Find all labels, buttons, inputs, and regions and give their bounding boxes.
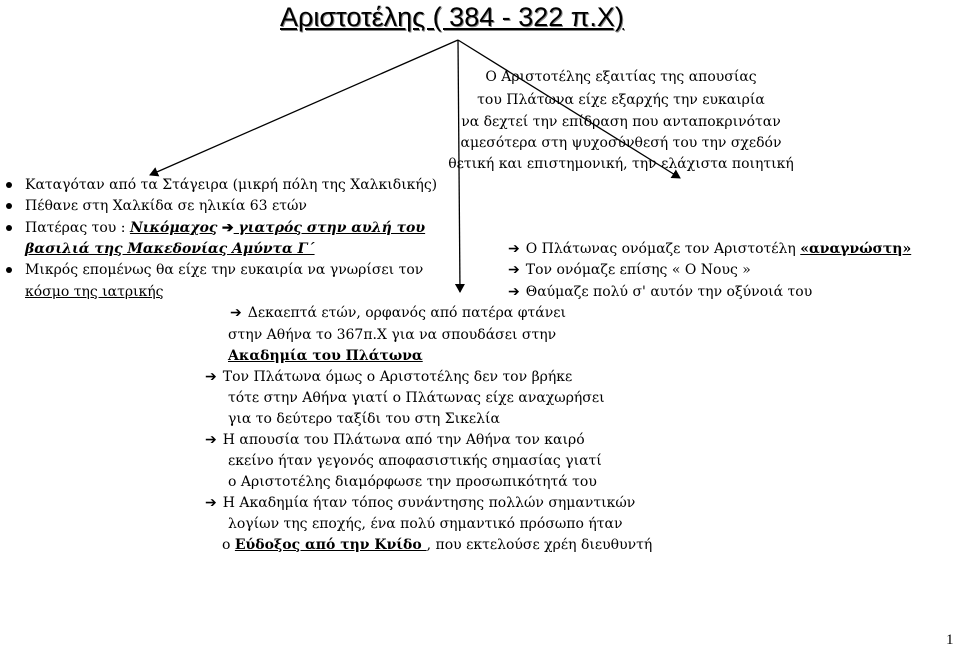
center-plato-absent: ➔ Τον Πλάτωνα όμως ο Αριστοτέλης δεν τον βρήκε xyxy=(205,366,572,388)
center-decisive: ➔ Η απουσία του Πλάτωνα από την Αθήνα τον καιρό xyxy=(205,429,585,451)
center-line: ο Αριστοτέλης διαμόρφωσε την προσωπικότητά του xyxy=(228,474,597,490)
right-item-admire: ➔ Θαύμαζε πολύ σ' αυτόν την οξύνοιά του xyxy=(508,281,812,303)
reader-word: «αναγνώστη» xyxy=(800,241,912,257)
arrow-icon: ➔ xyxy=(508,262,520,278)
arrow-icon: ➔ xyxy=(205,369,217,385)
center-line: στην Αθήνα το 367π.Χ για να σπουδάσει στην xyxy=(228,327,557,343)
center-orphan: ➔ Δεκαεπτά ετών, ορφανός από πατέρα φτάνει xyxy=(230,302,566,324)
center-line: για το δεύτερο ταξίδι του στη Σικελία xyxy=(228,411,500,427)
arrow-icon: ➔ xyxy=(230,305,242,321)
academy-link-text: Ακαδημία του Πλάτωνα xyxy=(228,348,423,364)
center-line: τότε στην Αθήνα γιατί ο Πλάτωνας είχε αναχωρήσει xyxy=(228,390,605,406)
bullet-death: Πέθανε στη Χαλκίδα σε ηλικία 63 ετών xyxy=(25,198,307,214)
right-top-line: του Πλάτωνα είχε εξαρχής την ευκαιρία xyxy=(477,92,765,108)
bullet-medicine-line2: κόσμο της ιατρικής xyxy=(25,284,164,300)
center-academy-meeting: ➔ Η Ακαδημία ήταν τόπος συνάντησης πολλών σημαντικών xyxy=(205,492,635,514)
right-item-nous: ➔ Τον ονόμαζε επίσης « Ο Νους » xyxy=(508,259,751,281)
bullet-medicine: Μικρός επομένως θα είχε την ευκαιρία να γνωρίσει τον xyxy=(25,262,424,278)
right-top-line: Ο Αριστοτέλης εξαιτίας της απουσίας xyxy=(485,69,757,85)
eudoxus-name: Εύδοξος από την Κνίδο xyxy=(234,537,427,553)
right-item-reader: ➔ Ο Πλάτωνας ονόμαζε τον Αριστοτέλη «αναγνώστη» xyxy=(508,238,911,260)
page-number: 1 xyxy=(946,632,954,648)
bullet-origin: Καταγόταν από τα Στάγειρα (μικρή πόλη της Χαλκιδικής) xyxy=(25,177,438,193)
bullet-dot xyxy=(6,267,12,273)
father-name: Νικόμαχος xyxy=(129,220,218,236)
bullet-father xyxy=(25,217,425,239)
bullet-dot xyxy=(6,225,12,231)
center-line: εκείνο ήταν γεγονός αποφασιστικής σημασίας γιατί xyxy=(228,453,602,469)
right-top-line: αμεσότερα στη ψυχοσύνθεσή του την σχεδόν xyxy=(460,135,782,151)
arrow-icon: ➔ xyxy=(221,220,234,236)
center-eudoxus: ο Εύδοξος από την Κνίδο , που εκτελούσε χρέη διευθυντή xyxy=(222,537,653,553)
right-top-line: θετική και επιστημονική, την ελάχιστα ποιητική xyxy=(448,156,794,172)
arrow-to-left-bullets xyxy=(150,40,458,175)
arrow-icon: ➔ xyxy=(205,495,217,511)
right-top-line: να δεχτεί την επίδραση που ανταποκρινόταν xyxy=(461,114,781,130)
father-role: γιατρός στην αυλή του xyxy=(233,220,426,236)
arrow-icon: ➔ xyxy=(205,432,217,448)
page-title: Αριστοτέλης ( 384 - 322 π.Χ) xyxy=(280,2,624,32)
bullet-father-line2: βασιλιά της Μακεδονίας Αμύντα Γ΄ xyxy=(25,241,315,257)
arrow-icon: ➔ xyxy=(508,241,520,257)
father-label: Πατέρας του : xyxy=(25,220,130,236)
bullet-dot xyxy=(6,203,12,209)
arrow-icon: ➔ xyxy=(508,284,520,300)
center-line: λογίων της εποχής, ένα πολύ σημαντικό πρόσωπο ήταν xyxy=(228,516,623,532)
bullet-dot xyxy=(6,182,12,188)
